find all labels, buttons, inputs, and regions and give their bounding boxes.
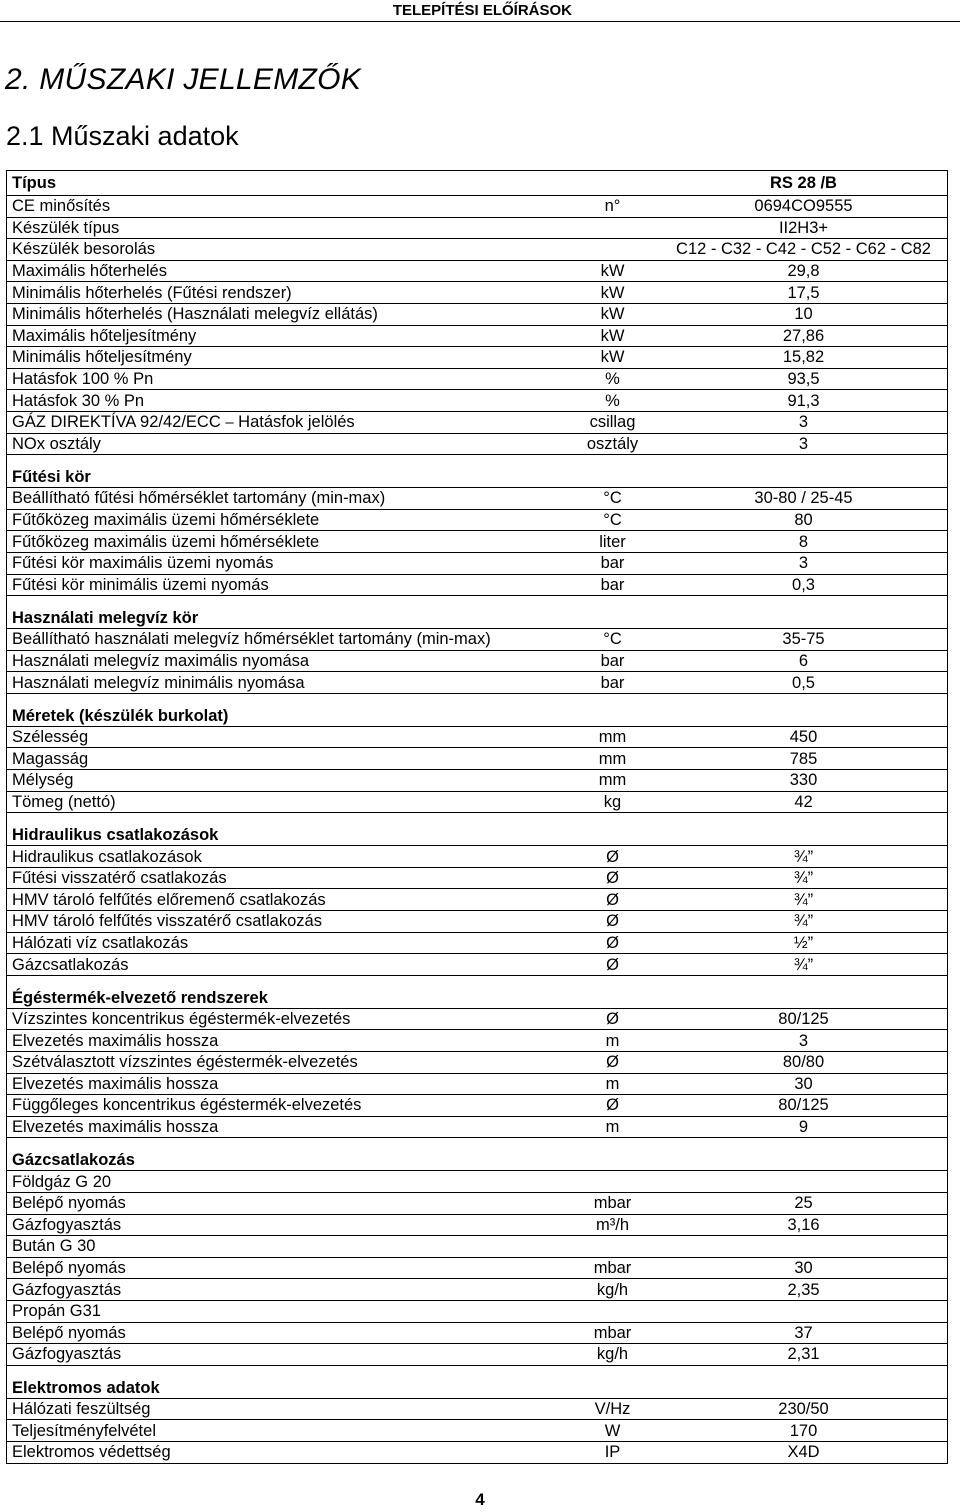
row-unit: mbar	[565, 1257, 660, 1279]
chapter-heading: 2. MŰSZAKI JELLEMZŐK	[5, 63, 362, 96]
table-row	[7, 347, 948, 369]
row-value: 3,16	[660, 1214, 948, 1236]
row-label: Elvezetés maximális hossza	[7, 1073, 566, 1095]
table-row	[7, 1236, 948, 1258]
row-label: Készülék típus	[7, 217, 566, 239]
row-label: Elvezetés maximális hossza	[7, 1030, 566, 1052]
page-number: 4	[475, 1490, 485, 1509]
row-value: 80	[660, 509, 948, 531]
row-unit: bar	[565, 552, 660, 574]
row-unit: osztály	[565, 433, 660, 455]
row-label: Elvezetés maximális hossza	[7, 1116, 566, 1138]
table-row	[7, 1300, 948, 1322]
row-unit: W	[565, 1420, 660, 1442]
header-model: RS 28 /B	[660, 171, 948, 196]
page-footer	[0, 1484, 960, 1512]
table-row	[7, 889, 948, 911]
section-unit-cell	[565, 813, 660, 846]
row-unit	[565, 1300, 660, 1322]
row-unit: kg/h	[565, 1279, 660, 1301]
row-label: Maximális hőteljesítmény	[7, 325, 566, 347]
section-title: Gázcsatlakozás	[7, 1138, 566, 1171]
table-row	[7, 911, 948, 933]
row-value: 2,31	[660, 1344, 948, 1366]
row-unit: m	[565, 1030, 660, 1052]
row-value: ¾”	[660, 954, 948, 976]
row-value: 8	[660, 531, 948, 553]
row-value: 230/50	[660, 1398, 948, 1420]
row-label: Fűtési kör minimális üzemi nyomás	[7, 574, 566, 596]
table-row	[7, 954, 948, 976]
row-unit: kW	[565, 347, 660, 369]
row-value: ¾”	[660, 867, 948, 889]
table-header-row	[7, 171, 948, 196]
row-unit: m	[565, 1116, 660, 1138]
section-heading: 2.1 Műszaki adatok	[6, 121, 239, 151]
table-row	[7, 1116, 948, 1138]
row-value: 17,5	[660, 282, 948, 304]
row-unit	[565, 1171, 660, 1193]
section-title: Hidraulikus csatlakozások	[7, 813, 566, 846]
row-unit: °C	[565, 488, 660, 510]
row-value: X4D	[660, 1441, 948, 1463]
table-row	[7, 1322, 948, 1344]
row-label: Szétválasztott vízszintes égéstermék-elvezetés	[7, 1052, 566, 1074]
row-value: 0694CO9555	[660, 196, 948, 218]
table-row	[7, 1192, 948, 1214]
section-title: Használati melegvíz kör	[7, 596, 566, 629]
row-label: Tömeg (nettó)	[7, 791, 566, 813]
table-row	[7, 368, 948, 390]
row-label: HMV tároló felfűtés visszatérő csatlakozás	[7, 911, 566, 933]
section-value-cell	[660, 1365, 948, 1398]
row-label: Vízszintes koncentrikus égéstermék-elvezetés	[7, 1008, 566, 1030]
table-row	[7, 509, 948, 531]
table-row	[7, 411, 948, 433]
row-unit: Ø	[565, 954, 660, 976]
row-label: NOx osztály	[7, 433, 566, 455]
table-row	[7, 867, 948, 889]
row-unit: kW	[565, 260, 660, 282]
table-row	[7, 629, 948, 651]
section-row	[7, 596, 948, 629]
row-value: 330	[660, 770, 948, 792]
row-unit: Ø	[565, 846, 660, 868]
technical-data-table	[6, 170, 948, 1464]
row-unit: %	[565, 368, 660, 390]
row-unit	[565, 1236, 660, 1258]
row-value: 30	[660, 1257, 948, 1279]
row-unit: mm	[565, 748, 660, 770]
row-label: CE minősítés	[7, 196, 566, 218]
table-row	[7, 325, 948, 347]
row-unit: Ø	[565, 1008, 660, 1030]
row-unit: kW	[565, 325, 660, 347]
section-value-cell	[660, 813, 948, 846]
table-row	[7, 650, 948, 672]
section-unit-cell	[565, 975, 660, 1008]
row-unit	[565, 239, 660, 261]
section-row	[7, 1138, 948, 1171]
row-label: Hálózati feszültség	[7, 1398, 566, 1420]
row-label: Minimális hőteljesítmény	[7, 347, 566, 369]
row-label: Fűtési visszatérő csatlakozás	[7, 867, 566, 889]
row-label: Belépő nyomás	[7, 1192, 566, 1214]
section-value-cell	[660, 693, 948, 726]
row-label: Készülék besorolás	[7, 239, 566, 261]
table-row	[7, 1214, 948, 1236]
table-row	[7, 217, 948, 239]
table-row	[7, 488, 948, 510]
row-value: 0,3	[660, 574, 948, 596]
table-row	[7, 1279, 948, 1301]
section-row	[7, 693, 948, 726]
header-label: Típus	[7, 171, 566, 196]
row-label: Földgáz G 20	[7, 1171, 566, 1193]
row-unit: bar	[565, 574, 660, 596]
row-value: 3	[660, 1030, 948, 1052]
row-value: 27,86	[660, 325, 948, 347]
row-label: Beállítható fűtési hőmérséklet tartomány (min-max)	[7, 488, 566, 510]
row-unit: kW	[565, 303, 660, 325]
section-value-cell	[660, 455, 948, 488]
row-value: 450	[660, 726, 948, 748]
row-label: Hatásfok 100 % Pn	[7, 368, 566, 390]
table-row	[7, 574, 948, 596]
table-row	[7, 433, 948, 455]
row-unit: Ø	[565, 911, 660, 933]
row-label: Belépő nyomás	[7, 1257, 566, 1279]
row-unit: bar	[565, 650, 660, 672]
section-title: Fűtési kör	[7, 455, 566, 488]
row-unit: mm	[565, 770, 660, 792]
row-unit: °C	[565, 509, 660, 531]
row-unit: mm	[565, 726, 660, 748]
row-value: 80/125	[660, 1008, 948, 1030]
row-value: 9	[660, 1116, 948, 1138]
table-row	[7, 748, 948, 770]
table-row	[7, 726, 948, 748]
row-unit: °C	[565, 629, 660, 651]
section-unit-cell	[565, 693, 660, 726]
section-unit-cell	[565, 455, 660, 488]
table-row	[7, 531, 948, 553]
row-label: Hálózati víz csatlakozás	[7, 932, 566, 954]
row-label: Használati melegvíz minimális nyomása	[7, 672, 566, 694]
row-value: 42	[660, 791, 948, 813]
row-value: ¾”	[660, 889, 948, 911]
row-unit: kW	[565, 282, 660, 304]
row-unit	[565, 217, 660, 239]
table-row	[7, 1095, 948, 1117]
table-row	[7, 1073, 948, 1095]
row-label: Mélység	[7, 770, 566, 792]
table-row	[7, 1171, 948, 1193]
row-value: ¾”	[660, 846, 948, 868]
row-label: Propán G31	[7, 1300, 566, 1322]
row-label: Hidraulikus csatlakozások	[7, 846, 566, 868]
table-row	[7, 552, 948, 574]
section-unit-cell	[565, 596, 660, 629]
row-value: 37	[660, 1322, 948, 1344]
table-row	[7, 260, 948, 282]
row-label: Gázfogyasztás	[7, 1214, 566, 1236]
row-unit: Ø	[565, 867, 660, 889]
section-row	[7, 975, 948, 1008]
row-label: Elektromos védettség	[7, 1441, 566, 1463]
row-value: 3	[660, 552, 948, 574]
row-label: Maximális hőterhelés	[7, 260, 566, 282]
row-label: Fűtési kör maximális üzemi nyomás	[7, 552, 566, 574]
section-title: Méretek (készülék burkolat)	[7, 693, 566, 726]
row-unit: m³/h	[565, 1214, 660, 1236]
row-value	[660, 1300, 948, 1322]
table-row	[7, 1052, 948, 1074]
row-value: 6	[660, 650, 948, 672]
row-unit: IP	[565, 1441, 660, 1463]
row-value: C12 - C32 - C42 - C52 - C62 - C82	[660, 239, 948, 261]
row-value: 35-75	[660, 629, 948, 651]
row-value: 0,5	[660, 672, 948, 694]
table-row	[7, 1420, 948, 1442]
row-value: 785	[660, 748, 948, 770]
row-value	[660, 1236, 948, 1258]
row-value: 80/125	[660, 1095, 948, 1117]
section-title: Égéstermék-elvezető rendszerek	[7, 975, 566, 1008]
section-unit-cell	[565, 1365, 660, 1398]
row-unit: m	[565, 1073, 660, 1095]
row-label: Gázfogyasztás	[7, 1279, 566, 1301]
row-label: GÁZ DIREKTÍVA 92/42/ECC ⎯ Hatásfok jelölés	[7, 411, 566, 433]
row-value: 2,35	[660, 1279, 948, 1301]
row-label: Minimális hőterhelés (Használati melegvíz ellátás)	[7, 303, 566, 325]
row-label: Hatásfok 30 % Pn	[7, 390, 566, 412]
row-unit: V/Hz	[565, 1398, 660, 1420]
row-label: Használati melegvíz maximális nyomása	[7, 650, 566, 672]
table-row	[7, 932, 948, 954]
row-unit: Ø	[565, 1052, 660, 1074]
row-label: Belépő nyomás	[7, 1322, 566, 1344]
table-row	[7, 1030, 948, 1052]
row-value: 30	[660, 1073, 948, 1095]
table-row	[7, 1441, 948, 1463]
row-unit: kg	[565, 791, 660, 813]
section-row	[7, 455, 948, 488]
row-value: 91,3	[660, 390, 948, 412]
row-value: 29,8	[660, 260, 948, 282]
row-label: Teljesítményfelvétel	[7, 1420, 566, 1442]
row-value: ¾”	[660, 911, 948, 933]
row-label: Gázcsatlakozás	[7, 954, 566, 976]
table-row	[7, 303, 948, 325]
row-value: 170	[660, 1420, 948, 1442]
table-row	[7, 282, 948, 304]
row-unit: n°	[565, 196, 660, 218]
row-label: Magasság	[7, 748, 566, 770]
row-label: HMV tároló felfűtés előremenő csatlakozás	[7, 889, 566, 911]
row-value: 93,5	[660, 368, 948, 390]
row-label: Beállítható használati melegvíz hőmérséklet tartomány (min-max)	[7, 629, 566, 651]
row-value: 15,82	[660, 347, 948, 369]
section-value-cell	[660, 975, 948, 1008]
row-label: Fűtőközeg maximális üzemi hőmérséklete	[7, 531, 566, 553]
table-row	[7, 239, 948, 261]
table-row	[7, 1398, 948, 1420]
section-title: Elektromos adatok	[7, 1365, 566, 1398]
row-unit: Ø	[565, 889, 660, 911]
table-row	[7, 1344, 948, 1366]
section-unit-cell	[565, 1138, 660, 1171]
table-row	[7, 846, 948, 868]
row-unit: Ø	[565, 1095, 660, 1117]
row-unit: mbar	[565, 1322, 660, 1344]
table-row	[7, 1008, 948, 1030]
section-row	[7, 813, 948, 846]
row-unit: bar	[565, 672, 660, 694]
table-row	[7, 791, 948, 813]
row-unit: liter	[565, 531, 660, 553]
section-value-cell	[660, 1138, 948, 1171]
row-unit: Ø	[565, 932, 660, 954]
row-value: ½”	[660, 932, 948, 954]
row-value	[660, 1171, 948, 1193]
row-unit: kg/h	[565, 1344, 660, 1366]
row-value: 30-80 / 25-45	[660, 488, 948, 510]
row-label: Fűtőközeg maximális üzemi hőmérséklete	[7, 509, 566, 531]
row-label: Szélesség	[7, 726, 566, 748]
row-value: 3	[660, 433, 948, 455]
section-row	[7, 1365, 948, 1398]
row-unit: csillag	[565, 411, 660, 433]
row-value: 3	[660, 411, 948, 433]
row-label: Függőleges koncentrikus égéstermék-elvezetés	[7, 1095, 566, 1117]
table-row	[7, 196, 948, 218]
table-row	[7, 770, 948, 792]
row-value: 25	[660, 1192, 948, 1214]
row-label: Gázfogyasztás	[7, 1344, 566, 1366]
row-unit: %	[565, 390, 660, 412]
header-title: TELEPÍTÉSI ELŐÍRÁSOK	[392, 2, 572, 19]
row-value: 80/80	[660, 1052, 948, 1074]
row-value: II2H3+	[660, 217, 948, 239]
table-row	[7, 390, 948, 412]
row-unit: mbar	[565, 1192, 660, 1214]
row-label: Minimális hőterhelés (Fűtési rendszer)	[7, 282, 566, 304]
table-row	[7, 1257, 948, 1279]
table-row	[7, 672, 948, 694]
row-label: Bután G 30	[7, 1236, 566, 1258]
row-value: 10	[660, 303, 948, 325]
header-unit	[565, 171, 660, 196]
section-value-cell	[660, 596, 948, 629]
